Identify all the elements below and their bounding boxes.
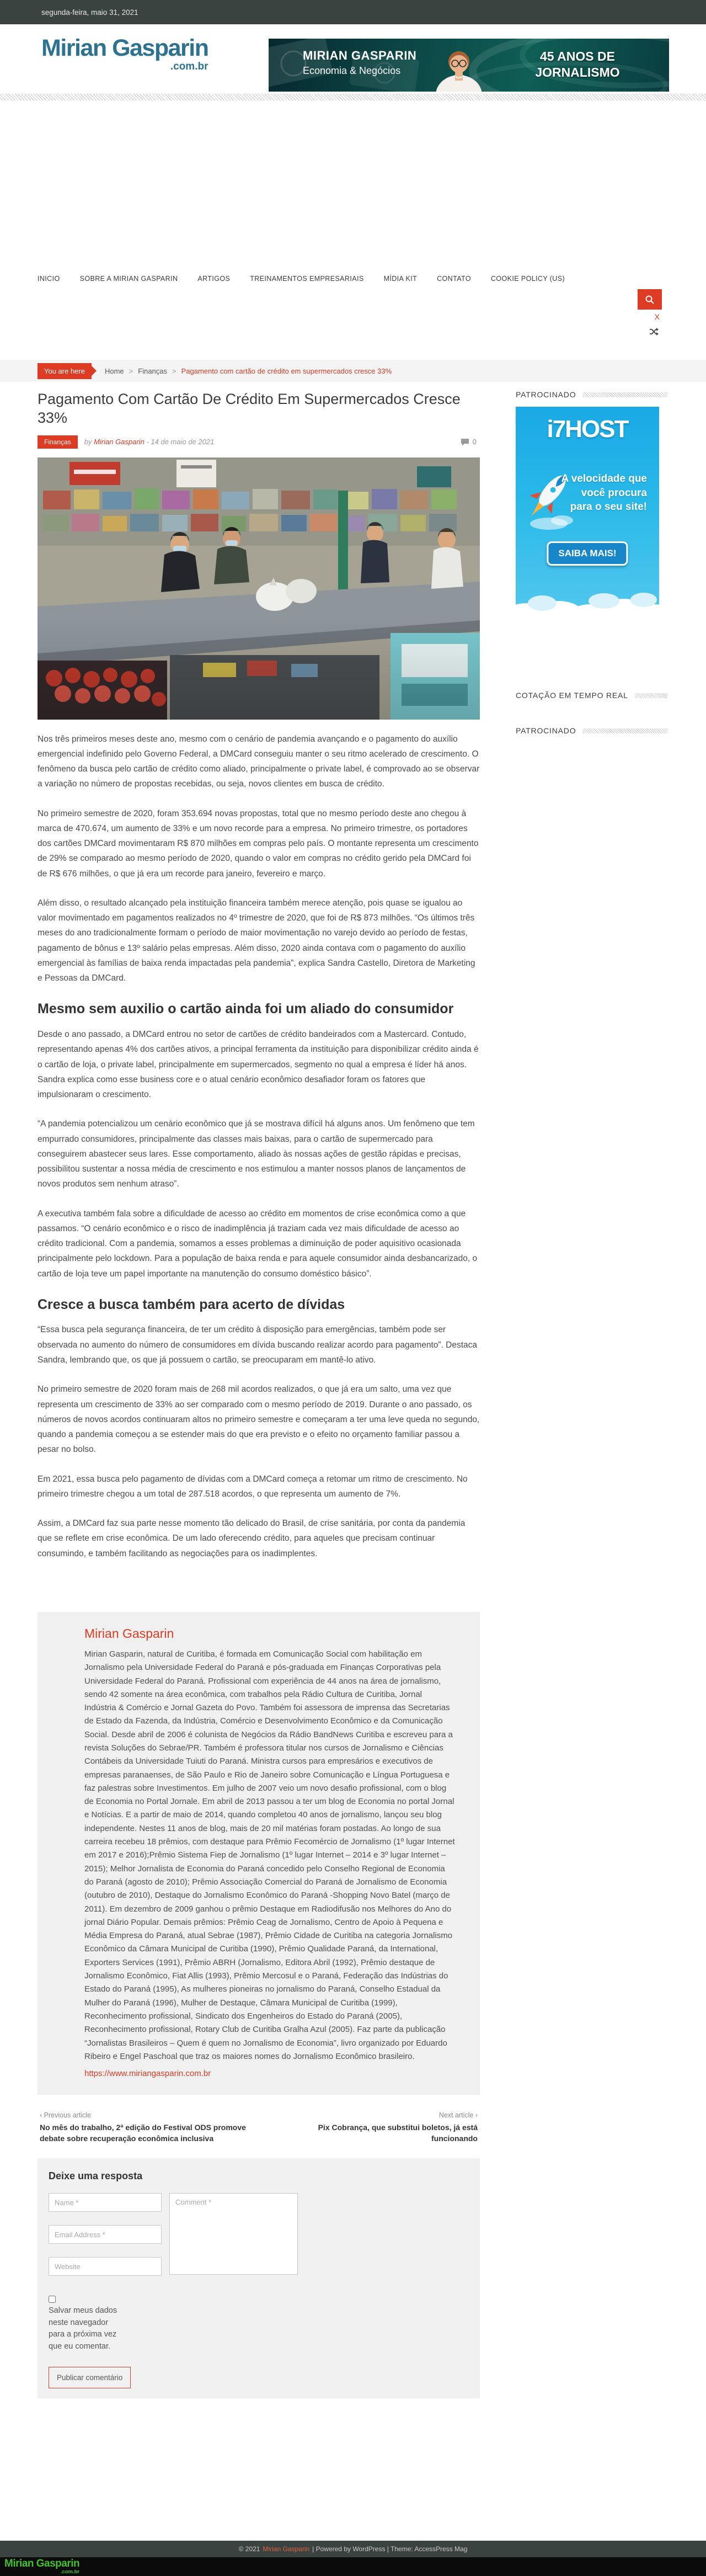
empty-ad-slot: [0, 100, 706, 269]
comment-icon: [461, 438, 469, 446]
publish-comment-button[interactable]: Publicar comentário: [49, 2367, 131, 2388]
byline: [84, 438, 215, 446]
byline-by: by: [84, 438, 92, 446]
comment-field[interactable]: [169, 2193, 298, 2275]
heading-stripes: [582, 392, 667, 397]
comment-count-value: 0: [472, 438, 477, 446]
article-paragraph: “Essa busca pela segurança financeira, de ter um crédito à disposição para emergências, também pode ser observada no aumento do número de consumidores em dívida buscando realizar acordo para pagamento”. Destaca Sandra, lembrando que, os que já possuem o cartão, se preocuparam em mantê-lo ativo.: [38, 1325, 478, 1365]
nav-item-sobre[interactable]: SOBRE A MIRIAN GASPARIN: [79, 275, 178, 283]
breadcrumb-home[interactable]: Home: [104, 366, 124, 375]
save-info-checkbox[interactable]: [49, 2296, 56, 2303]
next-article[interactable]: [290, 2111, 478, 2144]
footer-logo-strip: [0, 2557, 706, 2576]
author-name[interactable]: Mirian Gasparin: [84, 1626, 174, 1641]
comment-count[interactable]: [461, 438, 477, 446]
banner-brand: [303, 49, 416, 77]
previous-article-label: ‹ Previous article: [40, 2111, 92, 2120]
header-banner-ad[interactable]: [269, 39, 669, 92]
article-subheading-debts: Cresce a busca também para acerto de dívidas: [38, 1296, 345, 1312]
breadcrumb-separator: >: [172, 366, 176, 375]
page-title: Pagamento Com Cartão De Crédito Em Supermercados Cresce 33%: [38, 391, 461, 426]
close-icon[interactable]: X: [654, 312, 660, 321]
post-navigation: [38, 2105, 480, 2152]
article-paragraph: Em 2021, essa busca pelo pagamento de dívidas com a DMCard começa a retomar um ritmo de crescimento. No primeiro trimestre chegou a um total de 287.518 acordos, o que representa um aumento de 7%.: [38, 1474, 468, 1499]
footer-logo-suffix: .com.br: [60, 2569, 80, 2575]
article-paragraph: Nos três primeiros meses deste ano, mesmo com o cenário de pandemia avançando e o pagamento do auxílio emergencial indefinido pelo Governo Federal, a DMCard conseguiu manter o seu ritmo acelerado de crescimento. O fenômeno da busca pelo cartão de crédito como aliado, principalmente o private label, é comprovado ao se observar a variação no número de propostas recebidas, ou seja, novos clientes em busca de crédito.: [38, 734, 480, 789]
article-paragraph: Além disso, o resultado alcançado pela instituição financeira também merece atenção, pois quase se igualou ao valor movimentado em pagamentos realizados no 4º trimestre de 2020, que foi de R$ 873 milhões. “Os últimos três meses do ano tradicionalmente formam o período de maior movimentação no varejo devido ao período de festas, pagamento de bônus e 13º salário pelas empresas. Além disso, 2020 ainda contava com o pagamento do auxílio emergencial às famílias de baixa renda impactadas pela pandemia”, explica Sandra Castello, Diretora de Marketing e Pessoas da DMCard.: [38, 898, 475, 983]
sponsored-heading-text: PATROCINADO: [516, 726, 576, 735]
category-badge[interactable]: Finanças: [38, 435, 78, 449]
breadcrumb-separator: >: [129, 366, 133, 375]
article-subheading-consumer: Mesmo sem auxilio o cartão ainda foi um aliado do consumidor: [38, 1001, 454, 1017]
sponsored-heading-text: PATROCINADO: [516, 390, 576, 399]
shuffle-icon[interactable]: [649, 328, 659, 338]
article: [38, 390, 480, 2398]
main-navigation: [0, 269, 706, 360]
footer-copyright-bar: [0, 2541, 706, 2557]
nav-item-contato[interactable]: CONTATO: [437, 275, 471, 283]
post-date: - 14 de maio de 2021: [146, 438, 215, 446]
comment-form-left: [49, 2193, 162, 2289]
comment-form-title: Deixe uma resposta: [49, 2170, 143, 2182]
top-bar: [0, 0, 706, 24]
previous-article[interactable]: [40, 2111, 255, 2144]
current-date: segunda-feira, maio 31, 2021: [41, 8, 138, 17]
footer-credits: | Powered by WordPress | Theme: AccessPress Mag: [312, 2545, 468, 2553]
save-info-label: Salvar meus dados neste navegador para a próxima vez que eu comentar.: [49, 2306, 117, 2351]
article-paragraph: No primeiro semestre de 2020 foram mais de 268 mil acordos realizados, o que já era um salto, uma vez que representa um crescimento de 33% ao ser comparado com o mesmo período de 2019. Durante o ano passado, os números de novos acordos continuaram altos no primeiro semestre e começaram a ter uma leve queda no segundo, quando a pandemia começou a se estender mais do que era previsto e o efeito no orçamento familiar passou a pesar no bolso.: [38, 1385, 480, 1455]
search-icon: [645, 295, 655, 305]
banner-brand-name: MIRIAN GASPARIN: [303, 49, 417, 62]
nav-item-midia-kit[interactable]: MÍDIA KIT: [383, 275, 418, 283]
nav-item-inicio[interactable]: INICIO: [38, 275, 60, 283]
site-header: [0, 24, 706, 94]
nav-item-cookie-policy[interactable]: COOKIE POLICY (US): [490, 275, 565, 283]
nav-menu: [0, 269, 706, 288]
article-paragraph: Desde o ano passado, a DMCard entrou no setor de cartões de crédito bandeirados com a Mastercard. Contudo, representando apenas 4% dos cartões ativos, a principal ferramenta da instituição para disponibilizar crédito ainda é o cartão de loja, o private label, principalmente em supermercados, segmento no qual a empresa é líder há anos. Sandra explica como esse business core e o atual cenário econômico desafiador foram os fatores que impulsionaram o crescimento.: [38, 1029, 479, 1100]
site-logo[interactable]: [41, 36, 208, 73]
next-article-label: Next article ›: [438, 2111, 478, 2120]
footer-logo-title: Mirian Gasparin: [4, 2558, 80, 2570]
save-info-row: [49, 2296, 117, 2353]
main-area: [0, 381, 706, 2398]
previous-article-title[interactable]: No mês do trabalho, 2ª edição do Festival ODS promove debate sobre recuperação econômica inclusiva: [40, 2123, 246, 2143]
banner-brand-tagline: Economia & Negócios: [303, 65, 401, 76]
striped-divider: [0, 94, 706, 100]
sidebar-ad-i7host[interactable]: [516, 407, 659, 622]
article-paragraph: No primeiro semestre de 2020, foram 353.694 novas propostas, total que no mesmo período deste ano chegou à marca de 470.674, um aumento de 33% e um novo recorde para a empresa. No primeiro trimestre, os portadores dos cartões DMCard movimentaram R$ 870 milhões em compras pelo país. O montante representa um crescimento de 29% se comparado ao mesmo período de 2020, quando o valor em compras no crédito gerido pela DMCard foi de R$ 676 milhões, o que já era um recorde para janeiro, fevereiro e março.: [38, 808, 479, 879]
supermarket-photo: [38, 457, 480, 720]
website-field[interactable]: [49, 2257, 162, 2276]
breadcrumb-section[interactable]: Finanças: [138, 366, 168, 375]
breadcrumb-current: Pagamento com cartão de crédito em supermercados cresce 33%: [181, 366, 392, 375]
ad-slogan: A velocidade que você procura para o seu site!: [561, 473, 647, 513]
sidebar: [516, 390, 667, 2398]
sidebar-heading-sponsored-1: [516, 390, 667, 399]
author-website-link[interactable]: https://www.miriangasparin.com.br: [84, 2069, 211, 2079]
quote-heading-text: COTAÇÃO EM TEMPO REAL: [516, 691, 628, 700]
heading-stripes: [582, 728, 667, 733]
ad-cta-button[interactable]: SAIBA MAIS!: [547, 541, 628, 566]
author-link[interactable]: Mirian Gasparin: [94, 438, 145, 446]
email-field[interactable]: [49, 2225, 162, 2244]
featured-image: [38, 457, 480, 720]
author-bio-box: [38, 1612, 480, 2095]
search-button[interactable]: [638, 289, 662, 310]
sidebar-heading-quote: [516, 691, 667, 700]
article-meta: [38, 435, 480, 449]
name-field[interactable]: [49, 2193, 162, 2212]
comment-form-box: [38, 2158, 480, 2398]
breadcrumb-label: You are here: [38, 363, 92, 379]
article-paragraph: A executiva também fala sobre a dificuldade de acesso ao crédito em momentos de crise econômica como a que passamos. “O cenário econômico e o risco de inadimplência já traziam cada vez mais dificuldade de acesso ao crédito tradicional. Com a pandemia, somamos a esses problemas a diminuição de poder aquisitivo ocasionada principalmente pelo lockdown. Para a população de baixa renda e para aquele consumidor ainda desbancarizado, o cartão de loja teve um papel importante na manutenção do consumo doméstico básico”.: [38, 1209, 478, 1279]
breadcrumb: [0, 360, 706, 381]
article-paragraph: Assim, a DMCard faz sua parte nesse momento tão delicado do Brasil, de crise sanitária, por conta da pandemia que se reflete em crise econômica. De um lado oferecendo crédito, para aqueles que precisam continuar consumindo, e também facilitando as negociações para os inadimplentes.: [38, 1519, 466, 1558]
article-paragraph: “A pandemia potencializou um cenário econômico que já se mostrava difícil há alguns anos. Um fenômeno que tem empurrado consumidores, principalmente das classes mais baixas, para o cartão de supermercado para conseguirem abastecer seus lares. Esse comportamento, aliado às nossas ações de gestão rápidas e precisas, possibilitou sustentar a nossa média de crescimento e nos estimulou a manter nossos planos de lançamentos de novos produtos sem nenhum atraso”.: [38, 1119, 475, 1189]
footer-gap: [0, 2398, 706, 2541]
heading-stripes: [635, 693, 667, 698]
copyright-prefix: © 2021: [238, 2545, 260, 2553]
nav-item-treinamentos[interactable]: TREINAMENTOS EMPRESARIAIS: [250, 275, 364, 283]
comment-form-right: [169, 2193, 298, 2289]
banner-anniversary-text: 45 ANOS DE JORNALISMO: [535, 49, 620, 79]
nav-item-artigos[interactable]: ARTIGOS: [197, 275, 231, 283]
next-article-title[interactable]: Pix Cobrança, que substitui boletos, já está funcionando: [318, 2123, 478, 2143]
site-logo-suffix: .com.br: [170, 61, 208, 72]
author-bio-text: Mirian Gasparin, natural de Curitiba, é formada em Comunicação Social com habilitação em Jornalismo pela Universidade Federal do Paraná e pós-graduada em Finanças Corporativas pela Universidade Federal do Paraná. Profissional com experiência de 44 anos na área de jornalismo, sendo 42 somente na área econômica, com trabalhos pela Rádio Cultura de Curitiba, Jornal Indústria & Comércio e Jornal Gazeta do Povo. Também foi assessora de imprensa das Secretarias de Estado da Fazenda, da Indústria, Comércio e Desenvolvimento Econômico e da Comunicação Social. Desde abril de 2006 é colunista de Negócios da Rádio BandNews Curitiba e escreveu para a revista Soluções do Sebrae/PR. Também é professora titular nos cursos de Jornalismo e Ciências Contábeis da Universidade Tuiuti do Paraná. Ministra cursos para empresários e executivos de empresas paranaenses, de São Paulo e Rio de Janeiro sobre Comunicação e Língua Portuguesa e faz palestras sobre Investimentos. Em julho de 2007 veio um novo desafio profissional, com o blog de Economia no Portal Jornale. Em abril de 2013 passou a ter um blog de Economia no portal Jornal e Notícias. E a partir de maio de 2014, quando completou 40 anos de jornalismo, lançou seu blog independente. Nestes 11 anos de blog, mais de 20 mil matérias foram postadas. Ao longo de sua carreira recebeu 18 prêmios, com destaque para Prêmio Fecomércio de Jornalismo (1º lugar Internet em 2017 e 2016);Prêmio Sistema Fiep de Jornalismo (1º lugar Internet – 2014 e 3º lugar Internet – 2015); Melhor Jornalista de Economia do Paraná concedido pelo Conselho Regional de Economia do Paraná (agosto de 2010); Prêmio Associação Comercial do Paraná de Jornalismo de Economia (outubro de 2010), Destaque do Jornalismo Econômico do Paraná -Shopping Novo Batel (março de 2011). Em dezembro de 2009 ganhou o prêmio Destaque em Radiodifusão nos Melhores do Ano do jornal Diário Popular. Demais prêmios: Prêmio Ceag de Jornalismo, Centro de Apoio à Pequena e Média Empresa do Paraná, atual Sebrae (1987), Prêmio Cidade de Curitiba na categoria Jornalismo Econômico da Câmara Municipal de Curitiba (1990), Prêmio Qualidade Paraná, da International, Exporters Services (1991), Prêmio ABRH (Jornalismo, Editora Abril (1992), Prêmio destaque de Jornalismo Econômico, Fiat Allis (1993), Prêmio Mercosul e o Paraná, Federação das Indústrias do Estado do Paraná (1995), As mulheres pioneiras no jornalismo do Paraná, Conselho Estadual da Mulher do Paraná (1996), Mulher de Destaque, Câmara Municipal de Curitiba (1999), Reconhecimento profissional, Sindicato dos Engenheiros do Estado do Paraná (2005), Reconhecimento profissional, Rotary Club de Curitiba Gralha Azul (2005). Faz parte da publicação “Jornalistas Brasileiros – Quem é quem no Jornalismo de Economia”, livro organizado por Eduardo Ribeiro e Engel Paschoal que traz os maiores nomes do Jornalismo Econômico brasileiro.: [84, 1649, 455, 2061]
ad-brand: i7HOST: [547, 416, 628, 443]
site-logo-title: Mirian Gasparin: [41, 35, 208, 61]
footer-logo[interactable]: [4, 2558, 79, 2575]
footer-site-link[interactable]: Mirian Gasparin: [263, 2545, 310, 2553]
sidebar-heading-sponsored-2: [516, 726, 667, 735]
